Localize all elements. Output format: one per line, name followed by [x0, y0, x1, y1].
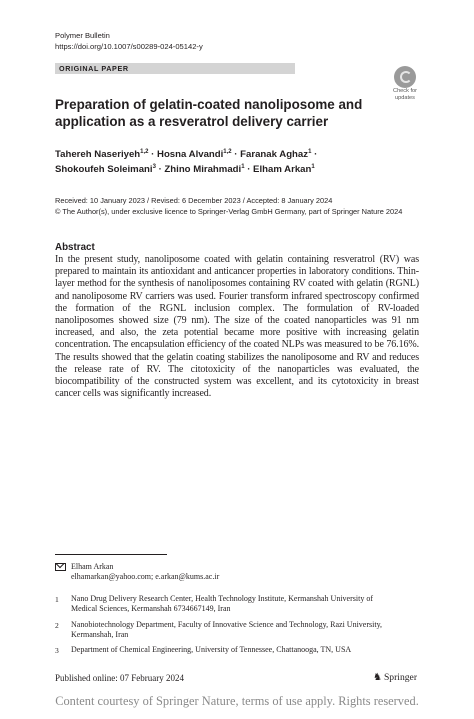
affil-sup: 3: [152, 164, 156, 170]
affil-sup: 1,2: [140, 149, 149, 155]
affil-sup: 1,2: [223, 149, 232, 155]
author-list: [55, 147, 385, 177]
author-name[interactable]: Shokoufeh Soleimani: [55, 164, 153, 175]
author-name[interactable]: · Hosna Alvandi: [148, 149, 224, 160]
affiliation-number: 3: [55, 646, 59, 655]
author-name[interactable]: · Elham Arkan: [244, 164, 312, 175]
affiliation-number: 2: [55, 621, 59, 630]
article-title: Preparation of gelatin-coated nanoliposome and application as a resveratrol delivery carrier: [55, 97, 363, 129]
abstract-body: In the present study, nanoliposome coated with gelatin containing resveratrol (RV) was prepared to maintain its antioxidant and anticancer properties in laboratory conditions. Thin-layer method for the synthesis of nanoliposomes containing RV coated with gelatin (RGNL) and nanoliposome RV carriers was used. Fourier transform infrared spectroscopy confirmed the formation of the RGNL inclusion complex. The formulation of RV-loaded nanoliposomes showed size (79 nm). The size of the coated nanoparticles was 91 nm increased, and also, the zeta potential became more positive with increasing gelatin concentration. The encapsulation efficiency of the coated NLPs was measured to be 76.16%. The results showed that the gelatin coating stabilizes the nanoliposome and RV and reduces the release rate of RV. The citotoxicity of the nanoparticles was evaluated, the biocompatibility of the constructed system was excellent, and its cytotoxicity in breast cancer cells was significantly increased.: [55, 254, 419, 400]
footnote-divider: [55, 554, 167, 555]
corresponding-email[interactable]: elhamarkan@yahoo.com; e.arkan@kums.ac.ir: [71, 572, 220, 581]
springer-horse-icon: ♞: [373, 672, 382, 683]
badge-line2: updates: [395, 94, 415, 101]
envelope-icon: [55, 563, 66, 571]
affiliation-text: Nanobiotechnology Department, Faculty of Innovative Science and Technology, Razi University, Kermanshah, Iran: [71, 620, 383, 639]
copyright-line: © The Author(s), under exclusive licence to Springer-Verlag GmbH Germany, part of Springer Nature 2024: [55, 207, 403, 216]
affil-sup: 1: [241, 164, 245, 170]
check-updates-icon: [394, 66, 416, 88]
abstract-heading: Abstract: [55, 242, 95, 253]
doi-link[interactable]: https://doi.org/10.1007/s00289-024-05142-y: [55, 42, 203, 51]
author-name[interactable]: · Zhino Mirahmadi: [155, 164, 242, 175]
affil-sup: 1: [311, 164, 315, 170]
badge-line1: Check for: [393, 88, 417, 94]
author-separator: ·: [311, 149, 318, 160]
corresponding-author: Elham Arkan: [71, 562, 114, 571]
courtesy-watermark: Content courtesy of Springer Nature, terms of use apply. Rights reserved.: [55, 694, 419, 708]
check-for-updates-badge[interactable]: [388, 66, 422, 102]
journal-name: Polymer Bulletin: [55, 31, 110, 40]
affiliation-text: Department of Chemical Engineering, University of Tennessee, Chattanooga, TN, USA: [71, 645, 352, 654]
affil-sup: 1: [308, 149, 312, 155]
section-label: ORIGINAL PAPER: [59, 64, 129, 73]
author-name[interactable]: Tahereh Naseriyeh: [55, 149, 141, 160]
author-line-2: [55, 162, 385, 177]
author-line-1: [55, 147, 385, 162]
published-online: Published online: 07 February 2024: [55, 673, 184, 683]
section-banner: [55, 63, 295, 74]
author-name[interactable]: · Faranak Aghaz: [231, 149, 309, 160]
history-dates: Received: 10 January 2023 / Revised: 6 December 2023 / Accepted: 8 January 2024: [55, 196, 333, 205]
affiliation-text: Nano Drug Delivery Research Center, Health Technology Institute, Kermanshah University of Medical Sciences, Kermanshah 6734667149, Iran: [71, 594, 373, 613]
publisher-name: Springer: [383, 672, 418, 683]
affiliation-number: 1: [55, 595, 59, 604]
springer-logo: [373, 672, 417, 683]
